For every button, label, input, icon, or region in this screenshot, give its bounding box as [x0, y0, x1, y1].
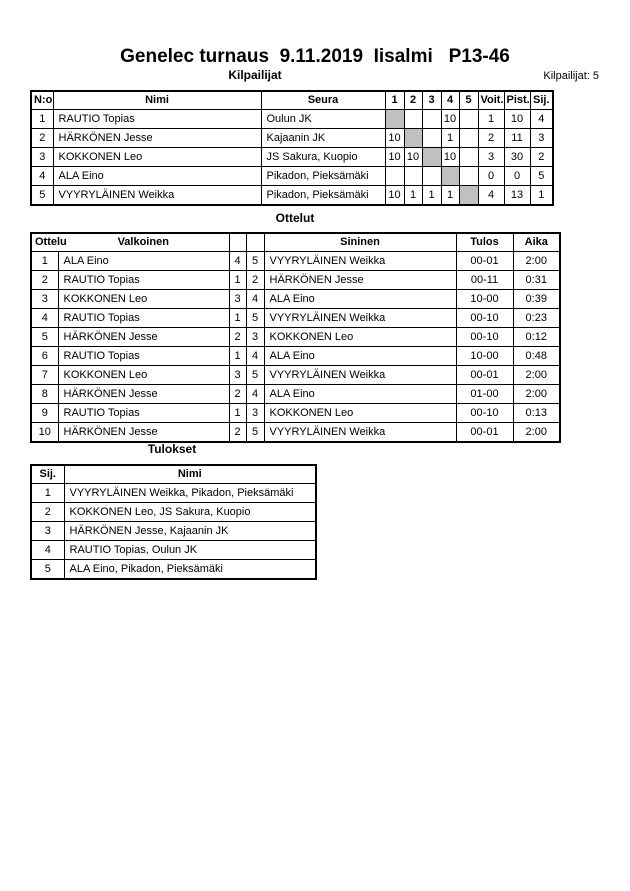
round-cell: 1 — [404, 186, 422, 206]
header-nimi: Nimi — [53, 91, 261, 110]
round-cell — [404, 110, 422, 129]
header-sininen: Sininen — [264, 233, 456, 252]
place-cell: 5 — [530, 167, 553, 186]
match-number: 6 — [31, 347, 58, 366]
match-number: 7 — [31, 366, 58, 385]
time-cell: 2:00 — [513, 423, 560, 443]
header-white-number — [229, 233, 246, 252]
place-cell: 2 — [31, 503, 64, 522]
blue-number: 3 — [246, 404, 264, 423]
match-number: 8 — [31, 385, 58, 404]
blue-name: KOKKONEN Leo — [264, 404, 456, 423]
competitor-name: HÄRKÖNEN Jesse — [53, 129, 261, 148]
header-round-2: 2 — [404, 91, 422, 110]
competitor-number: 3 — [31, 148, 53, 167]
blue-number: 5 — [246, 366, 264, 385]
ottelut-row — [31, 309, 560, 328]
header-aika: Aika — [513, 233, 560, 252]
competitor-club: Pikadon, Pieksämäki — [261, 186, 385, 206]
wins-cell: 2 — [478, 129, 504, 148]
match-number: 4 — [31, 309, 58, 328]
place-cell: 4 — [31, 541, 64, 560]
match-number: 3 — [31, 290, 58, 309]
white-number: 1 — [229, 271, 246, 290]
result-name: KOKKONEN Leo, JS Sakura, Kuopio — [64, 503, 316, 522]
result-cell: 00-11 — [456, 271, 513, 290]
competitor-club: Kajaanin JK — [261, 129, 385, 148]
ottelut-row — [31, 328, 560, 347]
time-cell: 0:23 — [513, 309, 560, 328]
round-cell — [422, 129, 441, 148]
round-cell — [404, 129, 422, 148]
place-cell: 1 — [530, 186, 553, 206]
kilpailijat-row — [31, 167, 553, 186]
round-cell — [404, 167, 422, 186]
match-number: 2 — [31, 271, 58, 290]
header-valkoinen: Valkoinen — [58, 233, 229, 252]
round-cell — [459, 167, 478, 186]
competitor-name: RAUTIO Topias — [53, 110, 261, 129]
tulokset-row — [31, 484, 316, 503]
blue-number: 5 — [246, 423, 264, 443]
time-cell: 0:13 — [513, 404, 560, 423]
tulokset-table — [30, 464, 317, 580]
blue-number: 4 — [246, 347, 264, 366]
ottelut-row — [31, 290, 560, 309]
blue-name: VYYRYLÄINEN Weikka — [264, 366, 456, 385]
round-cell — [459, 186, 478, 206]
blue-name: VYYRYLÄINEN Weikka — [264, 252, 456, 271]
points-cell: 30 — [504, 148, 530, 167]
white-name: HÄRKÖNEN Jesse — [58, 328, 229, 347]
result-cell: 00-01 — [456, 423, 513, 443]
competitor-name: VYYRYLÄINEN Weikka — [53, 186, 261, 206]
header-no: N:o — [31, 91, 53, 110]
tulokset-row — [31, 522, 316, 541]
blue-number: 5 — [246, 252, 264, 271]
points-cell: 13 — [504, 186, 530, 206]
page-title: Genelec turnaus 9.11.2019 Iisalmi P13-46 — [120, 46, 510, 67]
blue-name: ALA Eino — [264, 347, 456, 366]
competitor-number: 1 — [31, 110, 53, 129]
header-ottelu: Ottelu — [31, 233, 58, 252]
round-cell — [385, 167, 404, 186]
competitor-club: Oulun JK — [261, 110, 385, 129]
round-cell: 10 — [441, 148, 459, 167]
time-cell: 0:31 — [513, 271, 560, 290]
result-cell: 00-01 — [456, 252, 513, 271]
place-cell: 1 — [31, 484, 64, 503]
result-cell: 00-10 — [456, 328, 513, 347]
white-name: KOKKONEN Leo — [58, 290, 229, 309]
kilpailijat-row — [31, 129, 553, 148]
blue-number: 4 — [246, 385, 264, 404]
white-name: HÄRKÖNEN Jesse — [58, 385, 229, 404]
time-cell: 0:12 — [513, 328, 560, 347]
white-name: ALA Eino — [58, 252, 229, 271]
round-cell: 10 — [385, 186, 404, 206]
result-cell: 10-00 — [456, 290, 513, 309]
ottelut-row — [31, 404, 560, 423]
result-name: VYYRYLÄINEN Weikka, Pikadon, Pieksämäki — [64, 484, 316, 503]
round-cell: 10 — [441, 110, 459, 129]
result-cell: 10-00 — [456, 347, 513, 366]
time-cell: 0:48 — [513, 347, 560, 366]
competitor-number: 4 — [31, 167, 53, 186]
white-name: RAUTIO Topias — [58, 347, 229, 366]
points-cell: 11 — [504, 129, 530, 148]
blue-name: KOKKONEN Leo — [264, 328, 456, 347]
competitor-club: Pikadon, Pieksämäki — [261, 167, 385, 186]
blue-number: 3 — [246, 328, 264, 347]
match-number: 10 — [31, 423, 58, 443]
white-number: 2 — [229, 423, 246, 443]
time-cell: 2:00 — [513, 252, 560, 271]
round-cell — [422, 110, 441, 129]
header-sij: Sij. — [31, 465, 64, 484]
header-pist: Pist. — [504, 91, 530, 110]
white-number: 1 — [229, 347, 246, 366]
header-round-5: 5 — [459, 91, 478, 110]
white-number: 3 — [229, 366, 246, 385]
match-number: 5 — [31, 328, 58, 347]
ottelut-row — [31, 366, 560, 385]
blue-name: HÄRKÖNEN Jesse — [264, 271, 456, 290]
header-seura: Seura — [261, 91, 385, 110]
time-cell: 0:39 — [513, 290, 560, 309]
header-nimi: Nimi — [64, 465, 316, 484]
competitor-club: JS Sakura, Kuopio — [261, 148, 385, 167]
header-tulos: Tulos — [456, 233, 513, 252]
ottelut-row — [31, 385, 560, 404]
kilpailijat-table — [30, 90, 554, 206]
tulokset-row — [31, 560, 316, 580]
header-sij: Sij. — [530, 91, 553, 110]
time-cell: 2:00 — [513, 385, 560, 404]
blue-number: 5 — [246, 309, 264, 328]
result-name: HÄRKÖNEN Jesse, Kajaanin JK — [64, 522, 316, 541]
white-name: RAUTIO Topias — [58, 271, 229, 290]
round-cell: 1 — [441, 186, 459, 206]
blue-name: VYYRYLÄINEN Weikka — [264, 423, 456, 443]
wins-cell: 0 — [478, 167, 504, 186]
competitors-count: Kilpailijat: 5 — [543, 70, 599, 82]
points-cell: 0 — [504, 167, 530, 186]
blue-number: 4 — [246, 290, 264, 309]
header-round-4: 4 — [441, 91, 459, 110]
ottelut-row — [31, 252, 560, 271]
ottelut-table — [30, 232, 561, 443]
round-cell: 1 — [422, 186, 441, 206]
place-cell: 5 — [31, 560, 64, 580]
tulokset-row — [31, 503, 316, 522]
round-cell — [459, 110, 478, 129]
white-number: 2 — [229, 385, 246, 404]
round-cell: 10 — [385, 129, 404, 148]
match-number: 9 — [31, 404, 58, 423]
result-cell: 00-10 — [456, 309, 513, 328]
white-name: HÄRKÖNEN Jesse — [58, 423, 229, 443]
tulokset-row — [31, 541, 316, 560]
round-cell — [441, 167, 459, 186]
place-cell: 4 — [530, 110, 553, 129]
competitor-name: ALA Eino — [53, 167, 261, 186]
white-name: RAUTIO Topias — [58, 404, 229, 423]
white-number: 3 — [229, 290, 246, 309]
blue-name: ALA Eino — [264, 290, 456, 309]
result-cell: 01-00 — [456, 385, 513, 404]
blue-name: VYYRYLÄINEN Weikka — [264, 309, 456, 328]
white-number: 2 — [229, 328, 246, 347]
wins-cell: 4 — [478, 186, 504, 206]
blue-number: 2 — [246, 271, 264, 290]
wins-cell: 3 — [478, 148, 504, 167]
points-cell: 10 — [504, 110, 530, 129]
round-cell — [422, 148, 441, 167]
kilpailijat-row — [31, 110, 553, 129]
blue-name: ALA Eino — [264, 385, 456, 404]
header-voit: Voit. — [478, 91, 504, 110]
place-cell: 2 — [530, 148, 553, 167]
result-name: RAUTIO Topias, Oulun JK — [64, 541, 316, 560]
white-number: 4 — [229, 252, 246, 271]
competitor-number: 2 — [31, 129, 53, 148]
ottelut-heading: Ottelut — [275, 211, 315, 225]
kilpailijat-header-row — [31, 91, 553, 110]
result-name: ALA Eino, Pikadon, Pieksämäki — [64, 560, 316, 580]
competitor-number: 5 — [31, 186, 53, 206]
match-number: 1 — [31, 252, 58, 271]
place-cell: 3 — [530, 129, 553, 148]
competitor-name: KOKKONEN Leo — [53, 148, 261, 167]
result-cell: 00-01 — [456, 366, 513, 385]
round-cell: 10 — [404, 148, 422, 167]
round-cell: 1 — [441, 129, 459, 148]
ottelut-row — [31, 271, 560, 290]
time-cell: 2:00 — [513, 366, 560, 385]
white-name: RAUTIO Topias — [58, 309, 229, 328]
round-cell — [459, 129, 478, 148]
ottelut-row — [31, 423, 560, 443]
header-round-3: 3 — [422, 91, 441, 110]
round-cell: 10 — [385, 148, 404, 167]
ottelut-row — [31, 347, 560, 366]
place-cell: 3 — [31, 522, 64, 541]
ottelut-header-row — [31, 233, 560, 252]
white-number: 1 — [229, 309, 246, 328]
white-number: 1 — [229, 404, 246, 423]
kilpailijat-row — [31, 148, 553, 167]
white-name: KOKKONEN Leo — [58, 366, 229, 385]
wins-cell: 1 — [478, 110, 504, 129]
header-round-1: 1 — [385, 91, 404, 110]
kilpailijat-row — [31, 186, 553, 206]
header-blue-number — [246, 233, 264, 252]
round-cell — [385, 110, 404, 129]
kilpailijat-heading: Kilpailijat — [228, 68, 282, 82]
tulokset-header-row — [31, 465, 316, 484]
tulokset-heading: Tulokset — [147, 442, 197, 456]
round-cell — [422, 167, 441, 186]
round-cell — [459, 148, 478, 167]
result-cell: 00-10 — [456, 404, 513, 423]
